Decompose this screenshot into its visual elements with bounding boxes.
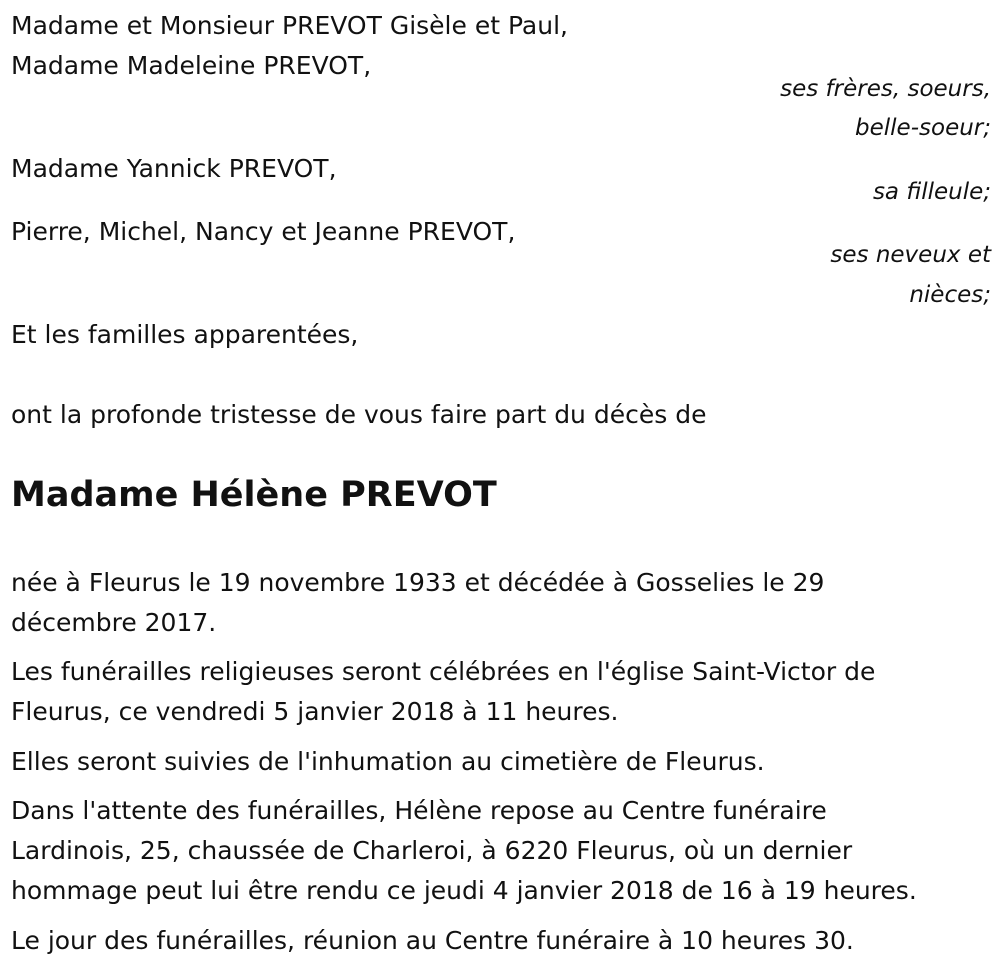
burial-line: Elles seront suivies de l'inhumation au cimetière de Fleurus.: [11, 747, 765, 776]
birth-death-line-2: décembre 2017.: [11, 608, 217, 637]
funeral-line-2: Fleurus, ce vendredi 5 janvier 2018 à 11 heures.: [11, 697, 619, 726]
visitation-line-1: Dans l'attente des funérailles, Hélène repose au Centre funéraire: [11, 796, 827, 825]
relation-sister-in-law: belle-soeur;: [855, 115, 991, 141]
relation-siblings: ses frères, soeurs,: [780, 76, 991, 102]
visitation-line-2: Lardinois, 25, chaussée de Charleroi, à 6220 Fleurus, où un dernier: [11, 836, 853, 865]
family-line-yannick: Madame Yannick PREVOT,: [11, 154, 337, 183]
relation-nieces: nièces;: [909, 282, 991, 308]
funeral-line-1: Les funérailles religieuses seront célébrées en l'église Saint-Victor de: [11, 657, 876, 686]
family-line-related: Et les familles apparentées,: [11, 320, 359, 349]
announcement-text: ont la profonde tristesse de vous faire part du décès de: [11, 400, 707, 429]
relation-goddaughter: sa filleule;: [872, 179, 991, 205]
family-line-madeleine: Madame Madeleine PREVOT,: [11, 51, 372, 80]
family-line-nephews: Pierre, Michel, Nancy et Jeanne PREVOT,: [11, 217, 516, 246]
birth-death-line-1: née à Fleurus le 19 novembre 1933 et décédée à Gosselies le 29: [11, 568, 825, 597]
meeting-line: Le jour des funérailles, réunion au Centre funéraire à 10 heures 30.: [11, 926, 854, 955]
family-line-gisele-paul: Madame et Monsieur PREVOT Gisèle et Paul,: [11, 11, 568, 40]
relation-nephews: ses neveux et: [830, 242, 991, 268]
visitation-line-3: hommage peut lui être rendu ce jeudi 4 janvier 2018 de 16 à 19 heures.: [11, 876, 917, 905]
deceased-name: Madame Hélène PREVOT: [11, 475, 497, 515]
